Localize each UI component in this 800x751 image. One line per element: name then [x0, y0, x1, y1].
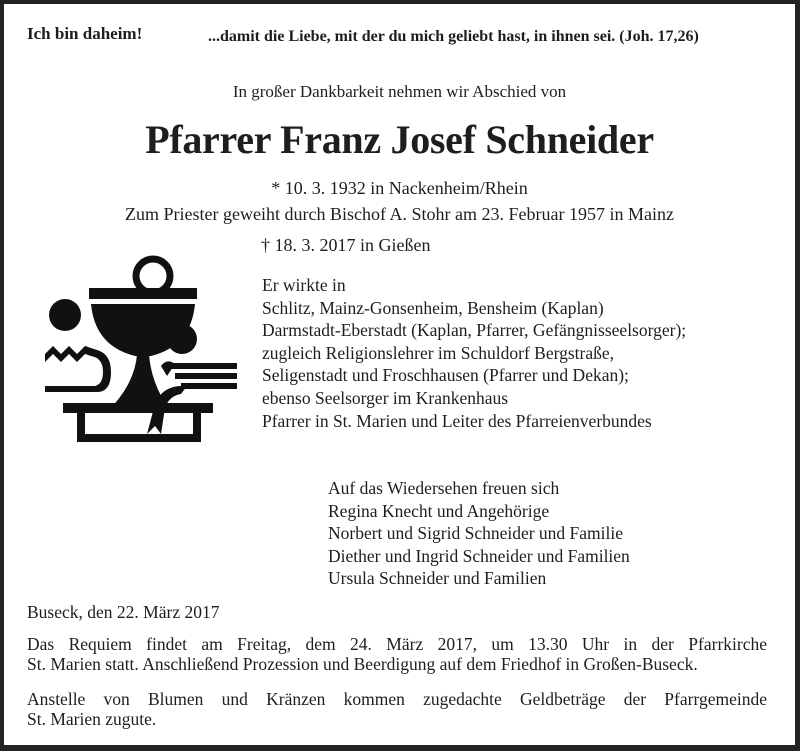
deceased-name: Pfarrer Franz Josef Schneider: [145, 117, 654, 162]
motto-left: Ich bin daheim!: [27, 24, 143, 43]
career-line: Pfarrer in St. Marien und Leiter des Pfarreienverbundes: [262, 410, 652, 431]
mourner-line: Norbert und Sigrid Schneider und Familie: [328, 523, 624, 544]
career-line: Schlitz, Mainz-Gonsenheim, Bensheim (Kaplan): [262, 297, 604, 318]
ordination-date: Zum Priester geweiht durch Bischof A. Stohr am 23. Februar 1957 in Mainz: [125, 204, 674, 224]
career-line: ebenso Seelsorger im Krankenhaus: [262, 387, 509, 408]
obituary-notice: [4, 4, 795, 745]
requiem-line: St. Marien statt. Anschließend Prozession und Beerdigung auf dem Friedhof in Großen-Buseck.: [27, 654, 698, 674]
career-line: zugleich Religionslehrer im Schuldorf Bergstraße,: [262, 342, 615, 363]
requiem-line: Das Requiem findet am Freitag, dem 24. März 2017, um 13.30 Uhr in der Pfarrkirche: [27, 634, 767, 654]
mourners-list: [328, 477, 630, 590]
bible-verse: ...damit die Liebe, mit der du mich geliebt hast, in ihnen sei. (Joh. 17,26): [208, 28, 699, 45]
career-heading: Er wirkte in: [262, 275, 346, 295]
intro-text: In großer Dankbarkeit nehmen wir Abschied von: [232, 82, 567, 101]
donation-line: Anstelle von Blumen und Kränzen kommen zugedachte Geldbeträge der Pfarrgemeinde: [27, 689, 767, 709]
chalice-host-book-icon: [39, 254, 239, 444]
mourners-heading: Auf das Wiedersehen freuen sich: [328, 478, 560, 498]
career-list: [262, 274, 686, 432]
donation-paragraph: [27, 689, 767, 729]
mourner-line: Diether und Ingrid Schneider und Familien: [328, 545, 630, 566]
mourner-line: Regina Knecht und Angehörige: [328, 500, 550, 521]
career-line: Seligenstadt und Froschhausen (Pfarrer und Dekan);: [262, 365, 629, 386]
birth-date: * 10. 3. 1932 in Nackenheim/Rhein: [271, 178, 528, 198]
mourner-line: Ursula Schneider und Familien: [328, 568, 547, 589]
donation-line: St. Marien zugute.: [27, 709, 157, 729]
career-line: Darmstadt-Eberstadt (Kaplan, Pfarrer, Gefängnisseelsorger);: [262, 320, 687, 341]
requiem-paragraph: [27, 634, 767, 674]
place-and-date: Buseck, den 22. März 2017: [27, 602, 220, 622]
death-date: † 18. 3. 2017 in Gießen: [261, 235, 431, 255]
